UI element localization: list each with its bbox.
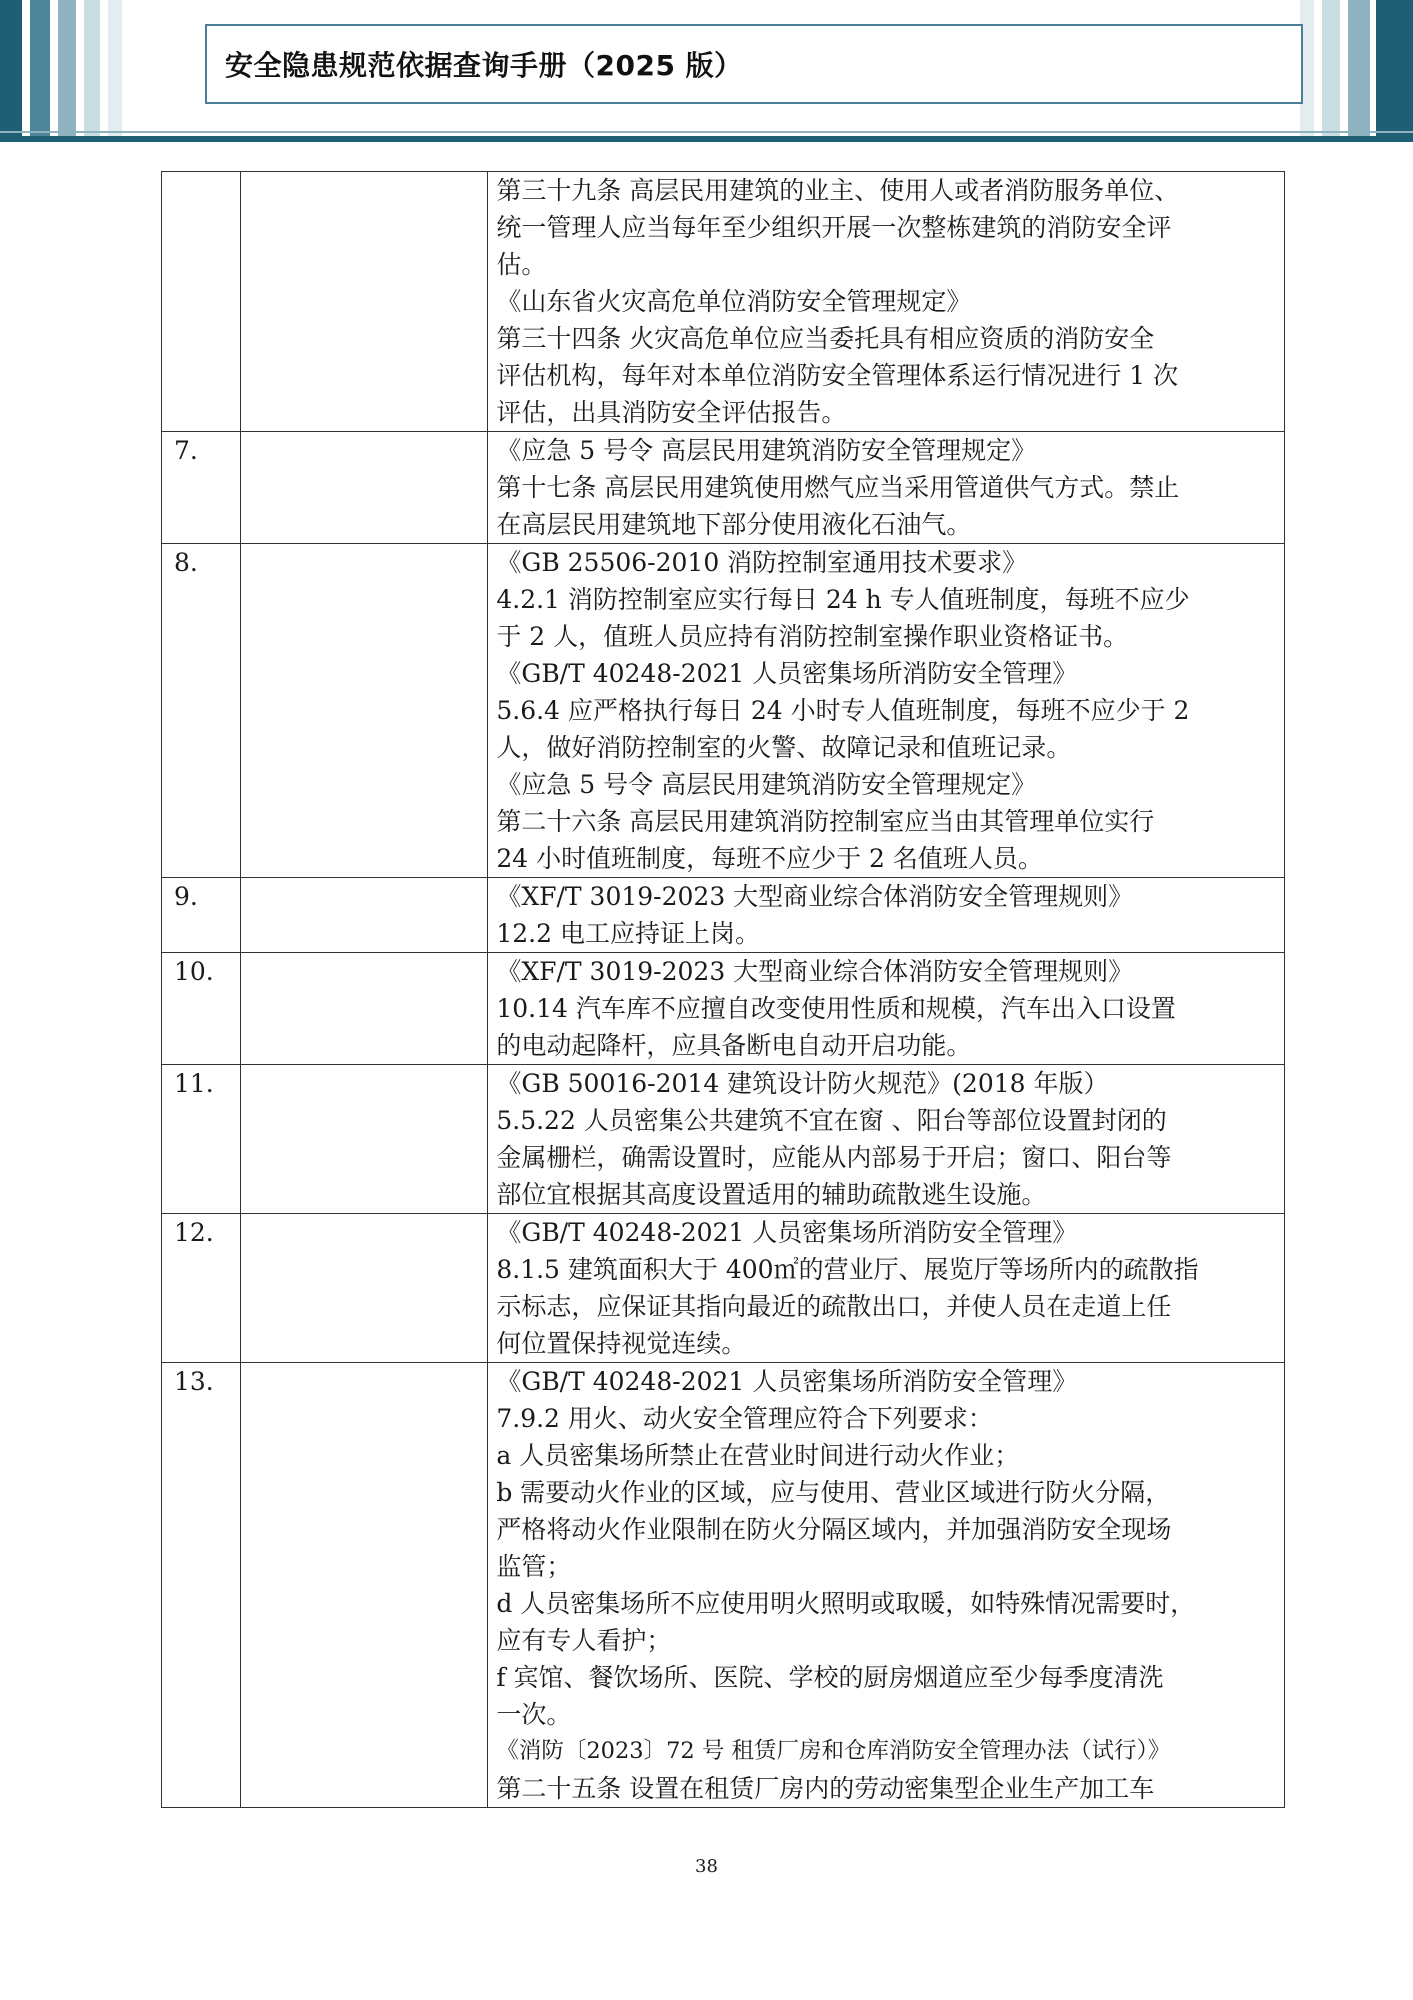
row-number-cell: 11. bbox=[162, 1065, 241, 1214]
regulation-text-line: 的电动起降杆，应具备断电自动开启功能。 bbox=[496, 1031, 972, 1060]
row-number-cell: 9. bbox=[162, 878, 241, 953]
regulation-text-line: 8.1.5 建筑面积大于 400㎡的营业厅、展览厅等场所内的疏散指 bbox=[496, 1255, 1199, 1284]
regulation-text-line: 5.5.22 人员密集公共建筑不宜在窗 、阳台等部位设置封闭的 bbox=[496, 1106, 1167, 1135]
hazard-description-cell bbox=[241, 1065, 488, 1214]
table-row bbox=[162, 172, 1285, 432]
regulation-basis-cell bbox=[488, 953, 1285, 1065]
row-number-cell: 7. bbox=[162, 432, 241, 544]
regulation-basis-cell bbox=[488, 432, 1285, 544]
regulation-text-line: d 人员密集场所不应使用明火照明或取暖，如特殊情况需要时， bbox=[496, 1589, 1196, 1618]
regulation-text-line: 7.9.2 用火、动火安全管理应符合下列要求： bbox=[496, 1404, 993, 1433]
regulation-text-line: 金属栅栏，确需设置时，应能从内部易于开启；窗口、阳台等 bbox=[496, 1143, 1172, 1172]
regulation-text-line: 《GB/T 40248-2021 人员密集场所消防安全管理》 bbox=[496, 659, 1078, 688]
page-title: 安全隐患规范依据查询手册（2025 版） bbox=[225, 49, 743, 82]
regulation-text-line: 《山东省火灾高危单位消防安全管理规定》 bbox=[496, 287, 972, 316]
row-number-cell: 8. bbox=[162, 544, 241, 878]
header-title-box bbox=[205, 24, 1303, 104]
regulation-text-line: 第二十六条 高层民用建筑消防控制室应当由其管理单位实行 bbox=[496, 807, 1155, 836]
hazard-description-cell bbox=[241, 172, 488, 432]
regulation-text-line: b 需要动火作业的区域，应与使用、营业区域进行防火分隔， bbox=[496, 1478, 1171, 1507]
regulation-text-line: 《XF/T 3019-2023 大型商业综合体消防安全管理规则》 bbox=[496, 957, 1134, 986]
hazard-description-cell bbox=[241, 1363, 488, 1808]
regulation-text-line: a 人员密集场所禁止在营业时间进行动火作业； bbox=[496, 1441, 1020, 1470]
regulation-basis-cell bbox=[488, 1214, 1285, 1363]
regulation-text-line: 估。 bbox=[496, 250, 547, 279]
regulation-text-line: 《GB/T 40248-2021 人员密集场所消防安全管理》 bbox=[496, 1218, 1078, 1247]
table-row bbox=[162, 1214, 1285, 1363]
regulation-text-line: 监管； bbox=[496, 1552, 572, 1581]
hazard-description-cell bbox=[241, 1214, 488, 1363]
hazard-description-cell bbox=[241, 432, 488, 544]
regulation-text-line: 4.2.1 消防控制室应实行每日 24 h 专人值班制度，每班不应少 bbox=[496, 585, 1190, 614]
regulation-text-line: 10.14 汽车库不应擅自改变使用性质和规模，汽车出入口设置 bbox=[496, 994, 1176, 1023]
regulation-basis-cell bbox=[488, 172, 1285, 432]
regulation-text-line: 评估机构，每年对本单位消防安全管理体系运行情况进行 1 次 bbox=[496, 361, 1179, 390]
row-number-cell: 10. bbox=[162, 953, 241, 1065]
regulation-text-line: 《应急 5 号令 高层民用建筑消防安全管理规定》 bbox=[496, 770, 1037, 799]
regulation-text-line: 《GB/T 40248-2021 人员密集场所消防安全管理》 bbox=[496, 1367, 1078, 1396]
table-row bbox=[162, 953, 1285, 1065]
table-row bbox=[162, 1065, 1285, 1214]
regulation-text-line: 第二十五条 设置在租赁厂房内的劳动密集型企业生产加工车 bbox=[496, 1774, 1155, 1803]
regulation-text-line: 何位置保持视觉连续。 bbox=[496, 1329, 747, 1358]
regulation-text-line: 《应急 5 号令 高层民用建筑消防安全管理规定》 bbox=[496, 436, 1037, 465]
hazard-description-cell bbox=[241, 953, 488, 1065]
regulation-text-line: 24 小时值班制度，每班不应少于 2 名值班人员。 bbox=[496, 844, 1043, 873]
hazard-description-cell bbox=[241, 878, 488, 953]
regulation-text-line: 《GB 50016-2014 建筑设计防火规范》(2018 年版） bbox=[496, 1069, 1109, 1098]
row-number-cell: 12. bbox=[162, 1214, 241, 1363]
row-number-cell: 13. bbox=[162, 1363, 241, 1808]
regulation-text-line: 12.2 电工应持证上岗。 bbox=[496, 919, 760, 948]
table-row bbox=[162, 878, 1285, 953]
regulation-basis-cell bbox=[488, 878, 1285, 953]
regulation-text-line: 部位宜根据其高度设置适用的辅助疏散逃生设施。 bbox=[496, 1180, 1047, 1209]
regulation-basis-cell bbox=[488, 1065, 1285, 1214]
row-number-cell bbox=[162, 172, 241, 432]
regulation-text-line: 于 2 人，值班人员应持有消防控制室操作职业资格证书。 bbox=[496, 622, 1129, 651]
regulation-text-line: 严格将动火作业限制在防火分隔区域内，并加强消防安全现场 bbox=[496, 1515, 1172, 1544]
regulation-basis-cell bbox=[488, 1363, 1285, 1808]
regulation-text-line: 一次。 bbox=[496, 1700, 572, 1729]
regulation-text-line: 《GB 25506-2010 消防控制室通用技术要求》 bbox=[496, 548, 1028, 577]
regulation-text-line: f 宾馆、餐饮场所、医院、学校的厨房烟道应至少每季度清洗 bbox=[496, 1663, 1164, 1692]
regulation-text-line: 第十七条 高层民用建筑使用燃气应当采用管道供气方式。禁止 bbox=[496, 473, 1180, 502]
regulation-text-line: 第三十九条 高层民用建筑的业主、使用人或者消防服务单位、 bbox=[496, 176, 1180, 205]
table-row bbox=[162, 432, 1285, 544]
table-row bbox=[162, 544, 1285, 878]
regulation-text-line: 应有专人看护； bbox=[496, 1626, 672, 1655]
regulation-text-line: 第三十四条 火灾高危单位应当委托具有相应资质的消防安全 bbox=[496, 324, 1155, 353]
table-row bbox=[162, 1363, 1285, 1808]
regulation-basis-cell bbox=[488, 544, 1285, 878]
page-number: 38 bbox=[695, 1856, 718, 1877]
table-body bbox=[162, 172, 1285, 1808]
regulation-text-line: 《消防〔2023〕72 号 租赁厂房和仓库消防安全管理办法（试行）》 bbox=[496, 1738, 1171, 1764]
regulation-text-line: 示标志，应保证其指向最近的疏散出口，并使人员在走道上任 bbox=[496, 1292, 1172, 1321]
regulation-text-line: 5.6.4 应严格执行每日 24 小时专人值班制度，每班不应少于 2 bbox=[496, 696, 1190, 725]
regulation-text-line: 《XF/T 3019-2023 大型商业综合体消防安全管理规则》 bbox=[496, 882, 1134, 911]
regulation-text-line: 评估，出具消防安全评估报告。 bbox=[496, 398, 847, 427]
regulation-text-line: 统一管理人应当每年至少组织开展一次整栋建筑的消防安全评 bbox=[496, 213, 1172, 242]
regulation-table bbox=[161, 171, 1285, 1808]
regulation-text-line: 在高层民用建筑地下部分使用液化石油气。 bbox=[496, 510, 972, 539]
hazard-description-cell bbox=[241, 544, 488, 878]
regulation-text-line: 人，做好消防控制室的火警、故障记录和值班记录。 bbox=[496, 733, 1072, 762]
